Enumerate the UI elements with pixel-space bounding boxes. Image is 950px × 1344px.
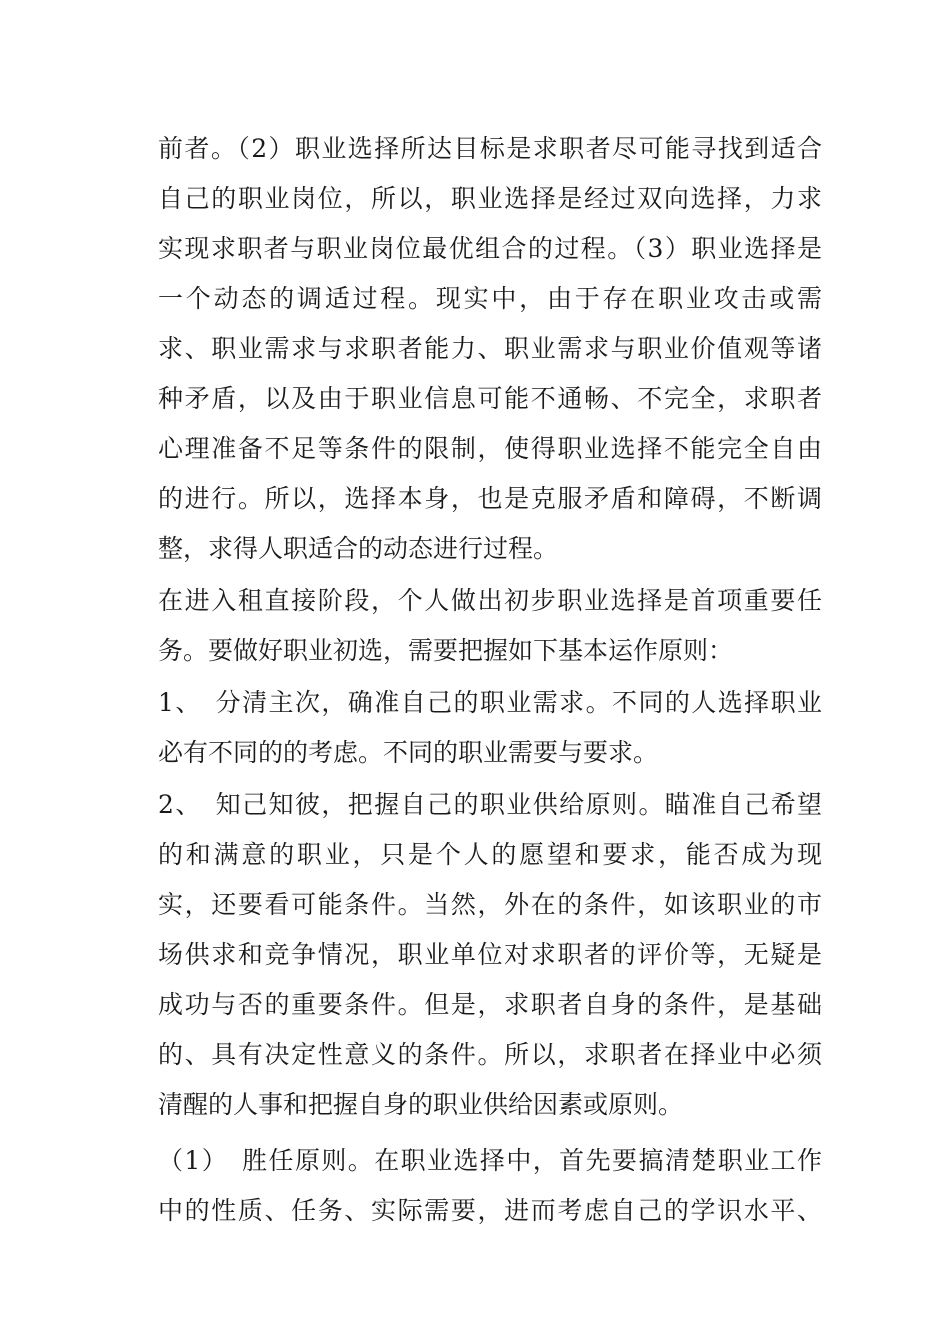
text-line: 心理准备不足等条件的限制，使得职业选择不能完全自由: [158, 434, 822, 463]
list-item: [158, 780, 822, 1130]
text-line: 必有不同的的考虑。不同的职业需要与要求。: [158, 738, 659, 767]
text-line: 1、 分清主次，确准自己的职业需求。不同的人选择职业: [158, 688, 822, 717]
text-line: 的和满意的职业，只是个人的愿望和要求，能否成为现: [158, 840, 822, 869]
text-line: 清醒的人事和把握自身的职业供给因素或原则。: [158, 1090, 684, 1119]
text-line: （1） 胜任原则。在职业选择中，首先要搞清楚职业工作: [158, 1146, 822, 1175]
text-line: 中的性质、任务、实际需要，进而考虑自己的学识水平、: [158, 1196, 822, 1225]
text-line: 实现求职者与职业岗位最优组合的过程。（3）职业选择是: [158, 234, 822, 263]
text-line: 成功与否的重要条件。但是，求职者自身的条件，是基础: [158, 990, 822, 1019]
text-line: 一个动态的调适过程。现实中，由于存在职业攻击或需: [158, 284, 822, 313]
text-line: 2、 知己知彼，把握自己的职业供给原则。瞄准自己希望: [158, 790, 822, 819]
text-line: 务。要做好职业初选，需要把握如下基本运作原则：: [158, 636, 734, 665]
text-line: 自己的职业岗位，所以，职业选择是经过双向选择，力求: [158, 184, 822, 213]
list-item: [158, 1136, 822, 1236]
paragraph: [158, 576, 822, 676]
text-line: 的进行。所以，选择本身，也是克服矛盾和障碍，不断调: [158, 484, 822, 513]
text-line: 实，还要看可能条件。当然，外在的条件，如该职业的市: [158, 890, 822, 919]
paragraph: [158, 124, 822, 574]
text-line: 整，求得人职适合的动态进行过程。: [158, 534, 559, 563]
text-line: 求、职业需求与求职者能力、职业需求与职业价值观等诸: [158, 334, 822, 363]
text-line: 种矛盾，以及由于职业信息可能不通畅、不完全，求职者: [158, 384, 822, 413]
body-text: [158, 124, 822, 1236]
list-item: [158, 678, 822, 778]
text-line: 的、具有决定性意义的条件。所以，求职者在择业中必须: [158, 1040, 822, 1069]
text-line: 前者。（2）职业选择所达目标是求职者尽可能寻找到适合: [158, 134, 822, 163]
text-line: 场供求和竞争情况，职业单位对求职者的评价等，无疑是: [158, 940, 822, 969]
text-line: 在进入租直接阶段，个人做出初步职业选择是首项重要任: [158, 586, 822, 615]
